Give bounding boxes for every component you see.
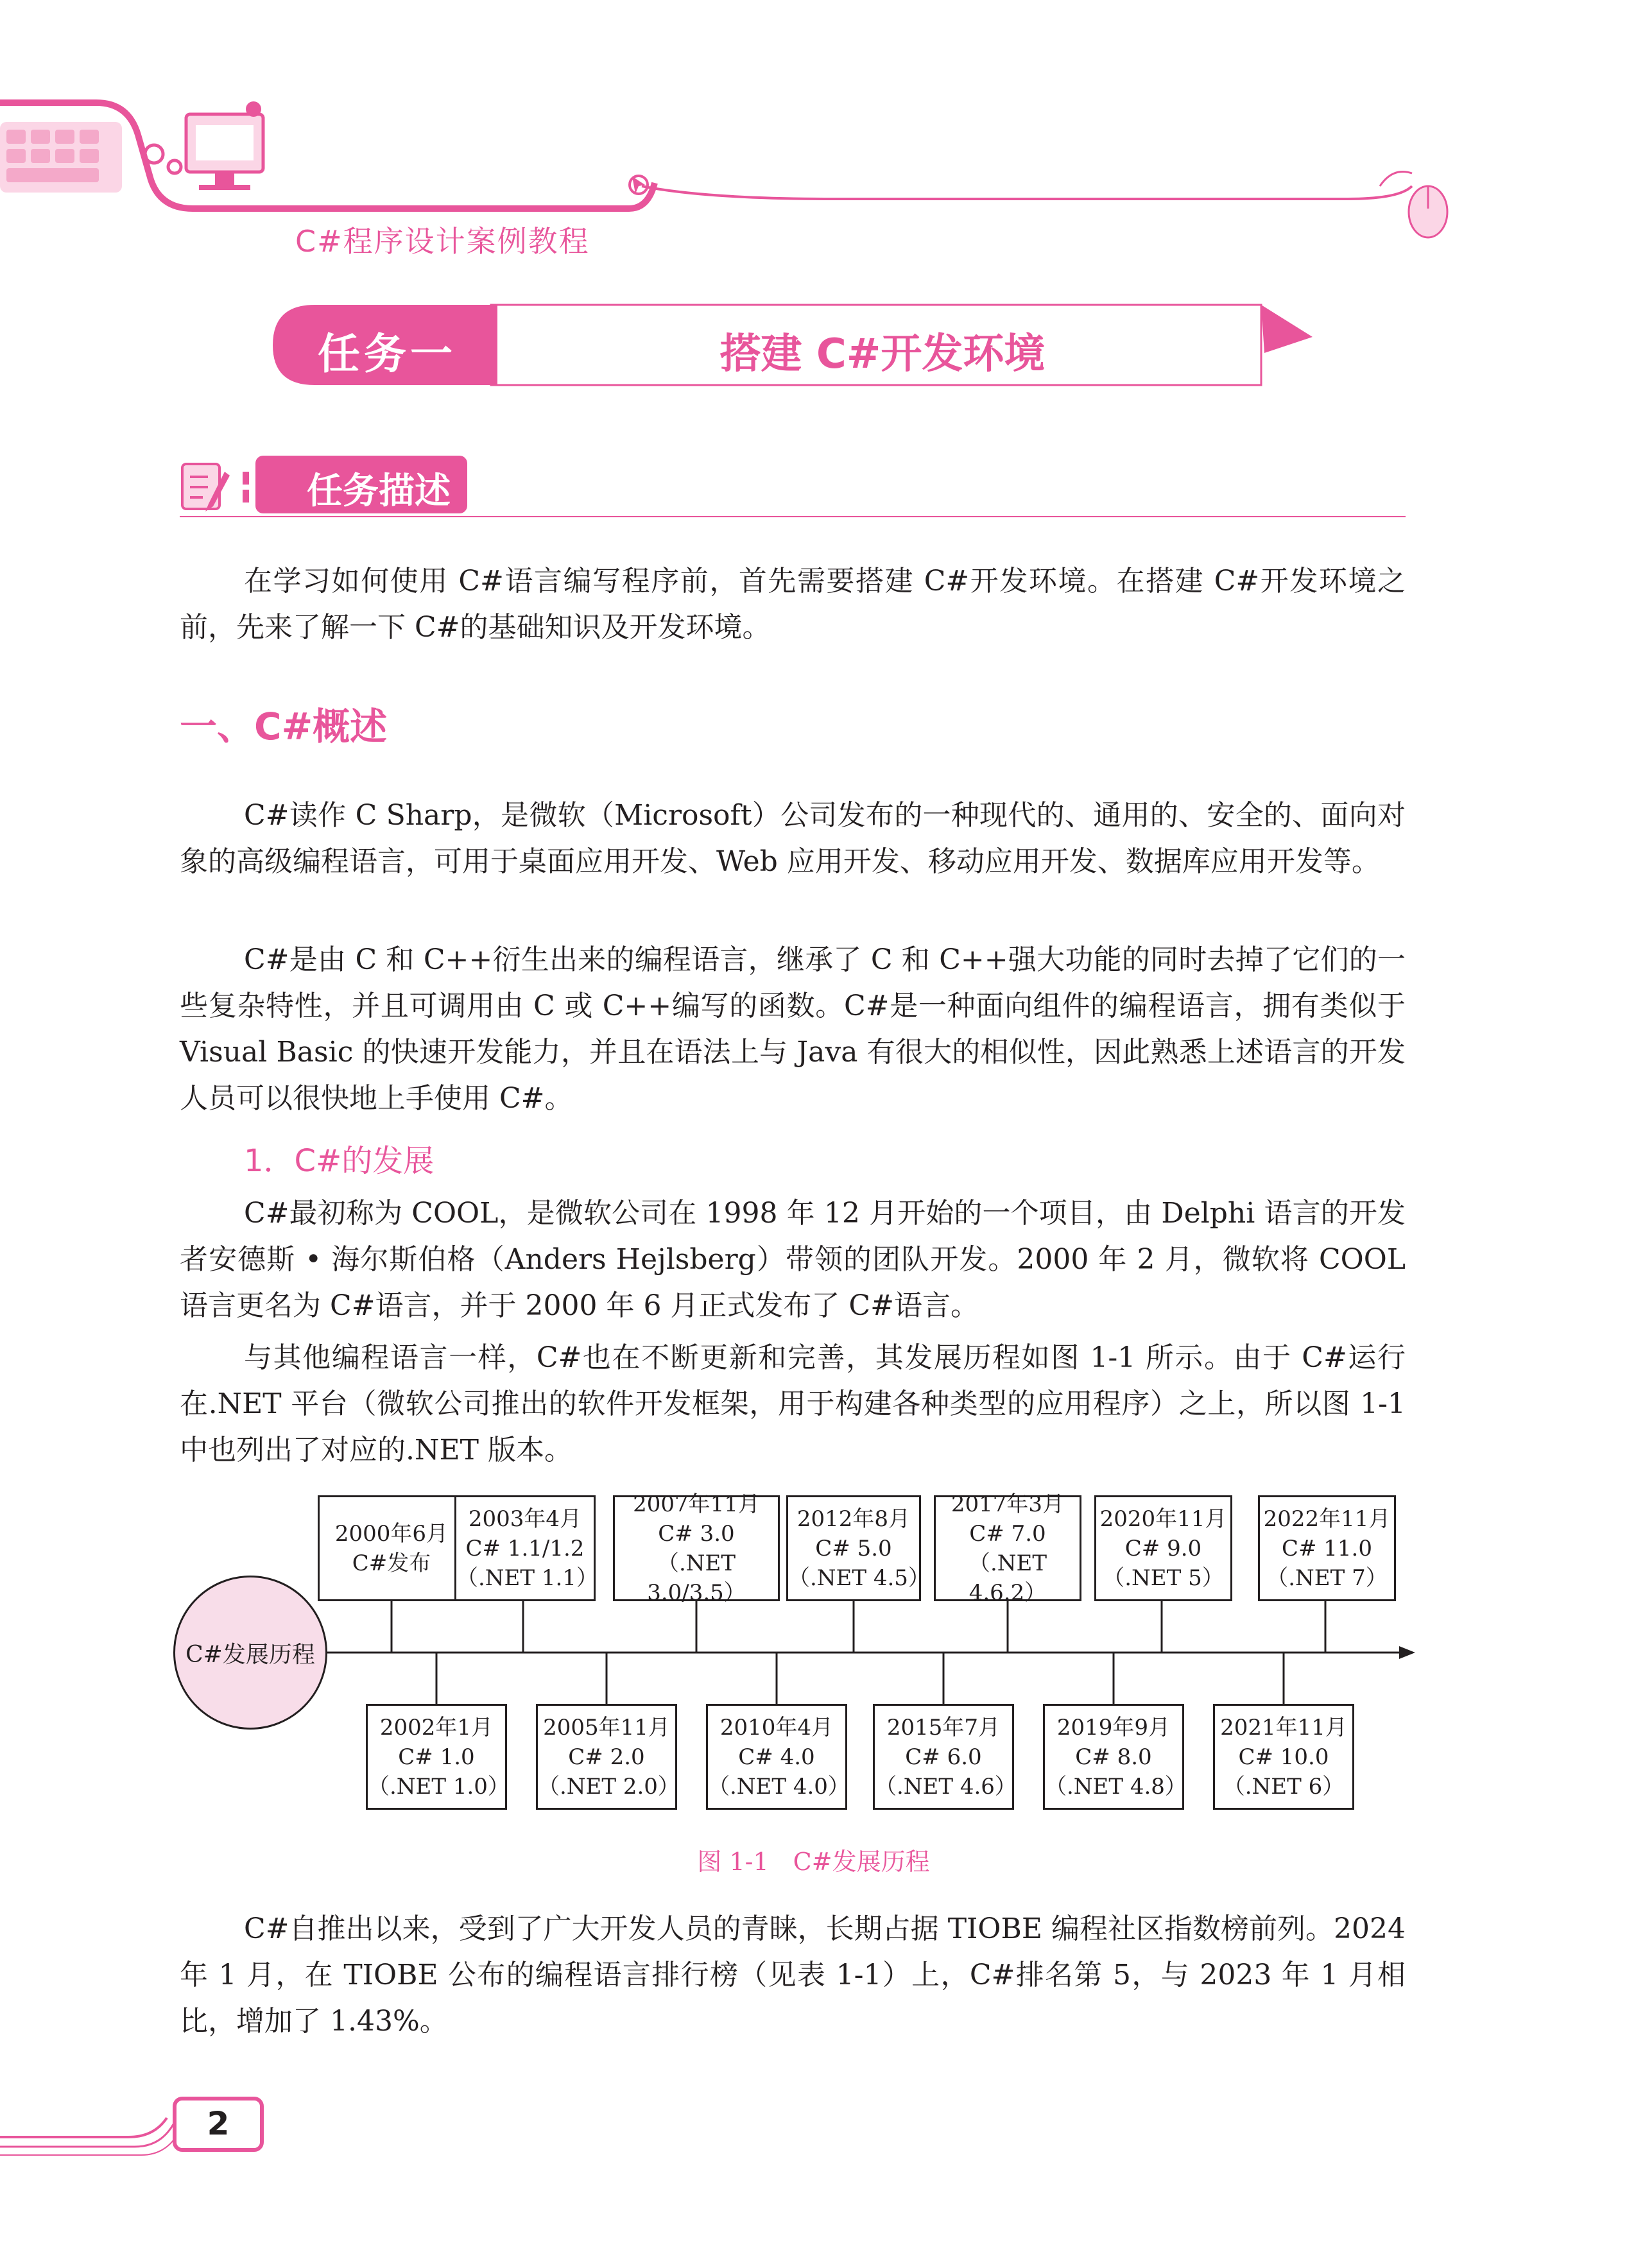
timeline-event-2021: 2021年11月 C# 10.0 （.NET 6） (1213, 1704, 1354, 1810)
header-book-title: C#程序设计案例教程 (295, 224, 590, 259)
paragraph-evolution: 与其他编程语言一样，C#也在不断更新和完善，其发展历程如图 1-1 所示。由于 C#运行在.NET 平台（微软公司推出的软件开发框架，用于构建各种类型的应用程序）之上，所以图 1-1 中也列出了对应的.NET 版本。 (180, 1341, 1406, 1466)
task-banner (273, 302, 1313, 391)
timeline-event-2017: 2017年3月 C# 7.0 （.NET 4.6.2） (934, 1495, 1081, 1601)
cursor-icon (630, 176, 648, 194)
section-heading (180, 452, 1406, 523)
section-heading-label: 任务描述 (307, 470, 451, 512)
timeline-event-2015: 2015年7月 C# 6.0 （.NET 4.6） (873, 1704, 1014, 1810)
page-footer (0, 2086, 385, 2163)
mouse-icon (1380, 172, 1447, 238)
timeline-figure (173, 1489, 1418, 1823)
timeline-event-2010: 2010年4月 C# 4.0 （.NET 4.0） (706, 1704, 847, 1810)
task-title: 搭建 C#开发环境 (719, 331, 1046, 378)
timeline-event-2012: 2012年8月 C# 5.0 （.NET 4.5） (786, 1495, 921, 1601)
timeline-event-2022: 2022年11月 C# 11.0 （.NET 7） (1258, 1495, 1396, 1601)
timeline-event-2020: 2020年11月 C# 9.0 （.NET 5） (1094, 1495, 1232, 1601)
notepad-pen-icon (182, 464, 230, 511)
monitor-icon (186, 101, 263, 190)
timeline-event-2007: 2007年11月 C# 3.0 （.NET 3.0/3.5） (613, 1495, 780, 1601)
header-decoration (0, 90, 1627, 257)
heading-overview: 一、C#概述 (180, 705, 388, 748)
page-number: 2 (207, 2105, 230, 2142)
timeline-event-2000: 2000年6月 C#发布 (318, 1495, 465, 1601)
paragraph-popularity: C#自推出以来，受到了广大开发人员的青睐，长期占据 TIOBE 编程社区指数榜前列。2024 年 1 月，在 TIOBE 公布的编程语言排行榜（见表 1-1）上，C#排名第 5，与 2023 年 1 月相比，增加了 1.43%。 (180, 1912, 1406, 2038)
page-header (0, 90, 1627, 257)
intro-paragraph: 在学习如何使用 C#语言编写程序前，首先需要搭建 C#开发环境。在搭建 C#开发环境之前，先来了解一下 C#的基础知识及开发环境。 (180, 565, 1406, 644)
timeline-event-2002: 2002年1月 C# 1.0 （.NET 1.0） (366, 1704, 507, 1810)
figure-caption: 图 1-1 C#发展历程 (697, 1848, 930, 1876)
paragraph-csharp-origin: C#是由 C 和 C++衍生出来的编程语言，继承了 C 和 C++强大功能的同时去掉了它们的一些复杂特性，并且可调用由 C 或 C++编写的函数。C#是一种面向组件的编程语言，拥有类似于 Visual Basic 的快速开发能力，并且在语法上与 Java 有很大的相似性，因此熟悉上述语言的开发人员可以很快地上手使用 C#。 (180, 943, 1406, 1115)
timeline-event-2019: 2019年9月 C# 8.0 （.NET 4.8） (1043, 1704, 1184, 1810)
task-label: 任务一 (318, 329, 456, 379)
paragraph-history: C#最初称为 COOL，是微软公司在 1998 年 12 月开始的一个项目，由 Delphi 语言的开发者安德斯 • 海尔斯伯格（Anders Hejlsberg）带领的团队开发。2000 年 2 月，微软将 COOL 语言更名为 C#语言，并于 2000 年 6 月正式发布了 C#语言。 (180, 1197, 1406, 1322)
timeline-event-2005: 2005年11月 C# 2.0 （.NET 2.0） (536, 1704, 677, 1810)
heading-development: 1．C#的发展 (244, 1143, 435, 1179)
timeline-event-2003: 2003年4月 C# 1.1/1.2 （.NET 1.1） (454, 1495, 596, 1601)
timeline-center-node: C#发展历程 (173, 1576, 327, 1730)
paragraph-csharp-intro: C#读作 C Sharp，是微软（Microsoft）公司发布的一种现代的、通用的、安全的、面向对象的高级编程语言，可用于桌面应用开发、Web 应用开发、移动应用开发、数据库应用开发等。 (180, 799, 1406, 878)
keyboard-icon (0, 122, 122, 193)
